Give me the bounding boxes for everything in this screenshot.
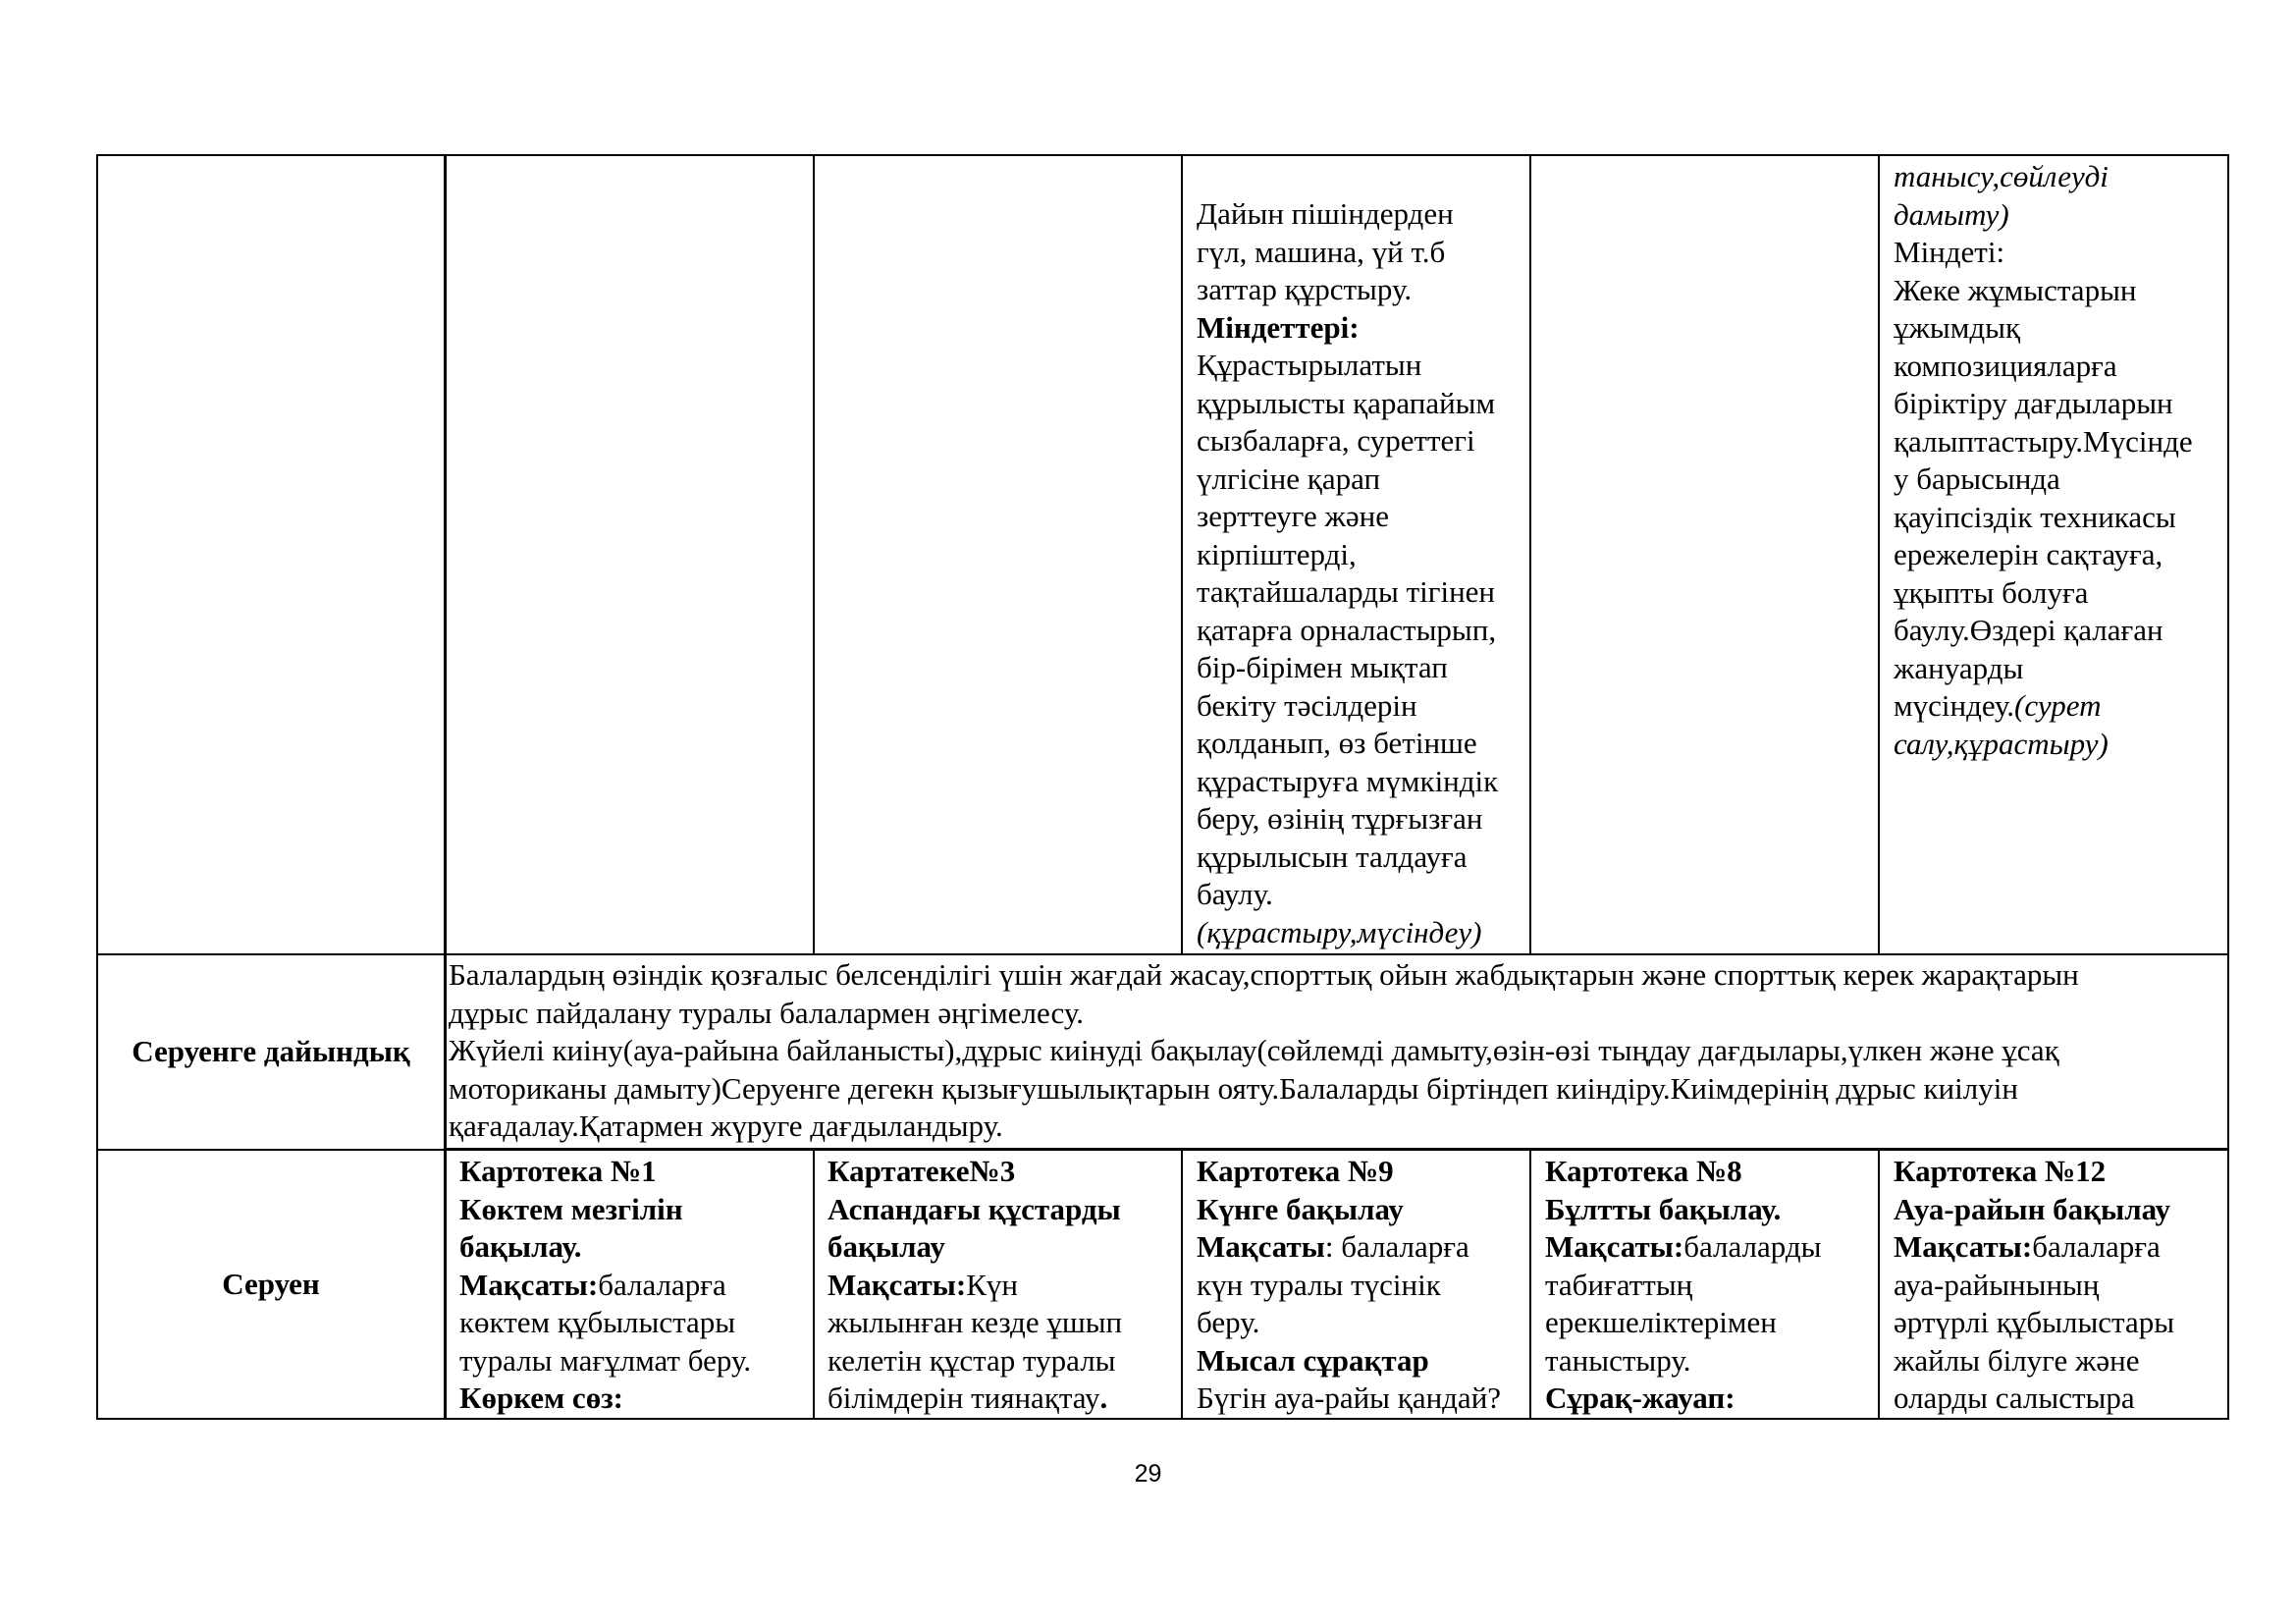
row3-col2-text: туралы мағұлмат беру. <box>459 1342 752 1378</box>
row1-col4-text: құрастыруға мүмкіндік <box>1197 763 1499 798</box>
row3-col4-line <box>1197 1342 1528 1380</box>
col5-border-row1 <box>1878 154 1880 955</box>
row1-col4-text: зерттеуге және <box>1197 499 1390 533</box>
row3-col2-line <box>459 1153 811 1191</box>
row1-col4-text: бекіту тәсілдерін <box>1197 687 1417 723</box>
row1-col4-line <box>1197 839 1528 877</box>
row3-col6-line <box>1894 1380 2225 1417</box>
row2-line: Жүйелі киіну(ауа-райына байланысты),дұрыс киінуді бақылау(сөйлемді дамыту,өзін-өзі тыңдау дағдылары,үлкен және ұсақ <box>449 1033 2059 1067</box>
row3-col2-line <box>459 1342 811 1380</box>
row1-col4-line <box>1197 914 1528 952</box>
col3-border-row1 <box>1181 154 1183 955</box>
row1-col6-line <box>1894 158 2225 196</box>
row1-col6-line <box>1894 348 2225 386</box>
table-border-bottom <box>96 1418 2229 1420</box>
row3-col5-text: Картотека №8 <box>1545 1154 1742 1188</box>
row1-col4-line <box>1197 687 1528 726</box>
row3-col2-line <box>459 1228 811 1267</box>
row3-col3-line <box>828 1380 1179 1417</box>
row1-col6-text: Міндеті: <box>1894 235 2005 269</box>
table-border-top <box>96 154 2229 156</box>
row1-col4-line <box>1197 876 1528 914</box>
row3-col6-text: ауа-райынының <box>1894 1267 2100 1302</box>
row3-col6-text <box>1894 1153 2225 1417</box>
row1-col4-line <box>1197 573 1528 612</box>
row1-col6-line <box>1894 574 2225 613</box>
table-border-left <box>96 154 98 1420</box>
row1-col4-line <box>1197 385 1528 423</box>
row3-col5-text: ерекшеліктерімен <box>1545 1305 1777 1339</box>
row3-col5-text: табиғаттың <box>1545 1267 1693 1302</box>
row3-col3-text: Мақсаты: <box>828 1267 967 1302</box>
row1-col4-text: гүл, машина, үй т.б <box>1197 234 1446 269</box>
row3-col5-text: Бұлтты бақылау. <box>1545 1191 1782 1226</box>
row3-col2-text: Көктем мезгілін <box>459 1191 683 1226</box>
row3-col6-text: оларды салыстыра <box>1894 1380 2135 1415</box>
row3-col4-text: Күнге бақылау <box>1197 1191 1404 1226</box>
row2-label: Серуенге дайындық <box>132 1034 410 1068</box>
row3-col4-line <box>1197 1304 1528 1342</box>
row1-col6-text: мүсіндеу. <box>1894 688 2014 723</box>
row1-col6-line <box>1894 726 2225 764</box>
row1-col4-text: Міндеттері: <box>1197 309 1360 345</box>
row3-col6-line <box>1894 1304 2225 1342</box>
row2-content <box>449 956 2225 1148</box>
row1-col6-text: (сурет <box>2014 688 2102 723</box>
row3-col4-text: беру. <box>1197 1305 1260 1339</box>
table-border-right <box>2227 154 2229 1420</box>
row3-col4-line <box>1197 1153 1528 1191</box>
row3-col2-text <box>459 1153 811 1417</box>
row3-col4-text: : балаларға <box>1324 1229 1469 1264</box>
row1-col4-text: тақтайшаларды тігінен <box>1197 574 1496 609</box>
row3-col3-line <box>828 1304 1179 1342</box>
row1-col6-line <box>1894 234 2225 272</box>
row3-col2-text: көктем құбылыстары <box>459 1305 736 1339</box>
row1-col6-text: танысу,сөйлеуді <box>1894 159 2109 193</box>
row1-col6-text: ережелерін сақтауға, <box>1894 537 2163 571</box>
row3-col6-line <box>1894 1267 2225 1305</box>
row1-bottom-border <box>96 953 2229 955</box>
row1-col4-line <box>1197 234 1528 272</box>
row3-col3-text: жылынған кезде ұшып <box>828 1305 1123 1339</box>
row1-col4-text: Дайын пішіндерден <box>1197 196 1454 231</box>
row3-col2-line <box>459 1380 811 1417</box>
row1-col6-line <box>1894 536 2225 574</box>
row3-col4-text: Мысал сұрақтар <box>1197 1342 1429 1378</box>
row3-col3-text: Аспандағы құстарды <box>828 1191 1121 1226</box>
row1-col4-text: сызбаларға, суреттегі <box>1197 423 1475 458</box>
row2-line: моториканы дамыту)Серуенге дегекн қызығушылықтарын ояту.Балаларды біртіндеп киіндіру.Киімдерінің дұрыс киілуін <box>449 1070 2018 1106</box>
row1-col4-text: заттар құрстыру. <box>1197 272 1413 306</box>
row1-col6-text <box>1894 158 2225 951</box>
row3-col3-line <box>828 1267 1179 1305</box>
row3-col4-text: күн туралы түсінік <box>1197 1267 1441 1302</box>
row3-col5-line <box>1545 1191 1877 1229</box>
page-number: 29 <box>1134 1460 1162 1488</box>
row1-col6-line <box>1894 460 2225 499</box>
row3-col5-text: таныстыру. <box>1545 1342 1691 1378</box>
row1-col4-line <box>1197 460 1528 499</box>
row3-col5-text: балаларды <box>1683 1229 1822 1264</box>
row1-col4-line <box>1197 309 1528 348</box>
row1-col4-text: беру, өзінің тұрғызған <box>1197 801 1483 836</box>
row1-col6-line <box>1894 423 2225 461</box>
row1-col6-text: қалыптастыру.Мүсінде <box>1894 423 2193 459</box>
row1-col6-line <box>1894 499 2225 537</box>
row3-col2-text: бақылау. <box>459 1229 582 1264</box>
row1-col6-text: қауіпсіздік техникасы <box>1894 499 2176 534</box>
row3-col3-text: . <box>1099 1380 1108 1415</box>
row3-col6-text: әртүрлі құбылыстары <box>1894 1305 2175 1339</box>
row1-col4-line <box>1197 536 1528 574</box>
row1-col6-text: Жеке жұмыстарын <box>1894 272 2137 307</box>
row3-col4-text: Мақсаты <box>1197 1229 1325 1264</box>
row3-col3-line <box>828 1342 1179 1380</box>
row3-col3-text: Күн <box>966 1267 1018 1302</box>
row1-col4-line <box>1197 271 1528 309</box>
row1-col6-line <box>1894 612 2225 650</box>
row1-col4-text: құрылысын талдауға <box>1197 839 1468 874</box>
row3-col4-line <box>1197 1380 1528 1417</box>
row3-col3-line <box>828 1191 1179 1229</box>
col5-border-row3 <box>1878 1149 1880 1420</box>
row1-col4-text: (құрастыру,мүсіндеу) <box>1197 914 1482 949</box>
col4-border-row1 <box>1529 154 1531 955</box>
row3-col2-line <box>459 1304 811 1342</box>
row3-label: Серуен <box>222 1267 320 1301</box>
row3-col5-text <box>1545 1153 1877 1417</box>
row1-col6-text: салу,құрастыру) <box>1894 726 2109 761</box>
row3-col2-line <box>459 1191 811 1229</box>
col2-border-row1 <box>813 154 815 955</box>
row3-col4-text: Бүгін ауа-райы қандай? <box>1197 1380 1502 1415</box>
row3-col4-line <box>1197 1267 1528 1305</box>
row3-col5-line <box>1545 1267 1877 1305</box>
row3-col2-text: Көркем сөз: <box>459 1380 623 1415</box>
row3-col3-line <box>828 1228 1179 1267</box>
row3-col3-text: келетін құстар туралы <box>828 1342 1116 1378</box>
row3-col2-text: балаларға <box>598 1267 726 1302</box>
row3-col6-text: Ауа-райын бақылау <box>1894 1191 2171 1226</box>
row1-col4-line <box>1197 649 1528 687</box>
row1-col4-text: Құрастырылатын <box>1197 348 1422 382</box>
row1-col4-line <box>1197 800 1528 839</box>
row3-col5-line <box>1545 1342 1877 1380</box>
row1-col6-text: біріктіру дағдыларын <box>1894 386 2173 420</box>
col2-border-row3 <box>813 1149 815 1420</box>
row3-col6-text: Картотека №12 <box>1894 1154 2107 1188</box>
row1-col6-line <box>1894 272 2225 310</box>
row2-line: Балалардың өзіндік қозғалыс белсенділігі үшін жағдай жасау,спорттық ойын жабдықтарын және спорттық керек жарақтарын <box>449 957 2079 992</box>
row1-col4-line <box>1197 347 1528 385</box>
col3-border-row3 <box>1181 1149 1183 1420</box>
row1-col6-text: дамыту) <box>1894 196 2009 232</box>
row1-col4-text: қатарға орналастырып, <box>1197 612 1497 647</box>
row3-col3-text: Картатеке№3 <box>828 1154 1016 1188</box>
row1-col4-line <box>1197 195 1528 234</box>
row1-col6-line <box>1894 309 2225 348</box>
row1-col4-text: бір-бірімен мықтап <box>1197 650 1448 684</box>
row1-col4-text <box>1197 195 1528 953</box>
row3-col6-text: балаларға <box>2032 1229 2161 1264</box>
row3-top-thick-border <box>444 1148 2229 1151</box>
row1-col6-text: баулу.Өздері қалаған <box>1894 613 2163 647</box>
row3-col5-line <box>1545 1380 1877 1417</box>
row3-col2-line <box>459 1267 811 1305</box>
row3-col4-line <box>1197 1191 1528 1229</box>
label-column-border <box>444 154 447 1420</box>
row3-col2-text: Мақсаты: <box>459 1267 599 1302</box>
row1-col4-line <box>1197 422 1528 460</box>
row1-col4-text: баулу. <box>1197 877 1273 911</box>
row1-col6-text: жануарды <box>1894 650 2024 685</box>
row2-line: дұрыс пайдалану туралы балалармен әңгімелесу. <box>449 995 1084 1030</box>
row3-col5-line <box>1545 1304 1877 1342</box>
row2-line: қағадалау.Қатармен жүруге дағдыландыру. <box>449 1109 1003 1143</box>
row1-col4-text: кірпіштерді, <box>1197 536 1357 571</box>
row3-col4-text <box>1197 1153 1528 1417</box>
row1-col6-line <box>1894 385 2225 423</box>
row1-col6-line <box>1894 650 2225 688</box>
row1-col4-line <box>1197 725 1528 763</box>
row3-col6-line <box>1894 1153 2225 1191</box>
row1-col6-text: ұқыпты болуға <box>1894 574 2089 610</box>
row3-col5-line <box>1545 1228 1877 1267</box>
row3-col2-text: Картотека №1 <box>459 1154 657 1188</box>
row1-col6-text: у барысында <box>1894 461 2060 496</box>
row3-col4-line <box>1197 1228 1528 1267</box>
row1-col6-line <box>1894 687 2225 726</box>
row3-col5-line <box>1545 1153 1877 1191</box>
row3-col6-line <box>1894 1342 2225 1380</box>
row3-col5-text: Мақсаты: <box>1545 1229 1684 1264</box>
col4-border-row3 <box>1529 1149 1531 1420</box>
row3-col6-line <box>1894 1228 2225 1267</box>
row1-col6-line <box>1894 196 2225 235</box>
row3-col3-text: бақылау <box>828 1229 945 1264</box>
row1-col4-line <box>1197 612 1528 650</box>
row1-col4-text: үлгісіне қарап <box>1197 460 1381 496</box>
row3-col6-line <box>1894 1191 2225 1229</box>
row1-col6-text: композицияларға <box>1894 348 2117 383</box>
row1-col4-line <box>1197 763 1528 801</box>
row3-col3-text <box>828 1153 1179 1417</box>
row3-col6-text: жайлы білуге және <box>1894 1342 2140 1378</box>
row1-col4-text: қолданып, өз бетінше <box>1197 726 1477 760</box>
row3-col3-line <box>828 1153 1179 1191</box>
row3-col3-text: білімдерін тиянақтау <box>828 1380 1100 1415</box>
row3-col6-text: Мақсаты: <box>1894 1229 2033 1264</box>
row3-col5-text: Сұрақ-жауап: <box>1545 1380 1735 1415</box>
row1-col4-text: құрылысты қарапайым <box>1197 385 1496 420</box>
row1-col6-text: ұжымдық <box>1894 310 2021 345</box>
row3-col4-text: Картотека №9 <box>1197 1154 1394 1188</box>
row1-col4-line <box>1197 498 1528 536</box>
